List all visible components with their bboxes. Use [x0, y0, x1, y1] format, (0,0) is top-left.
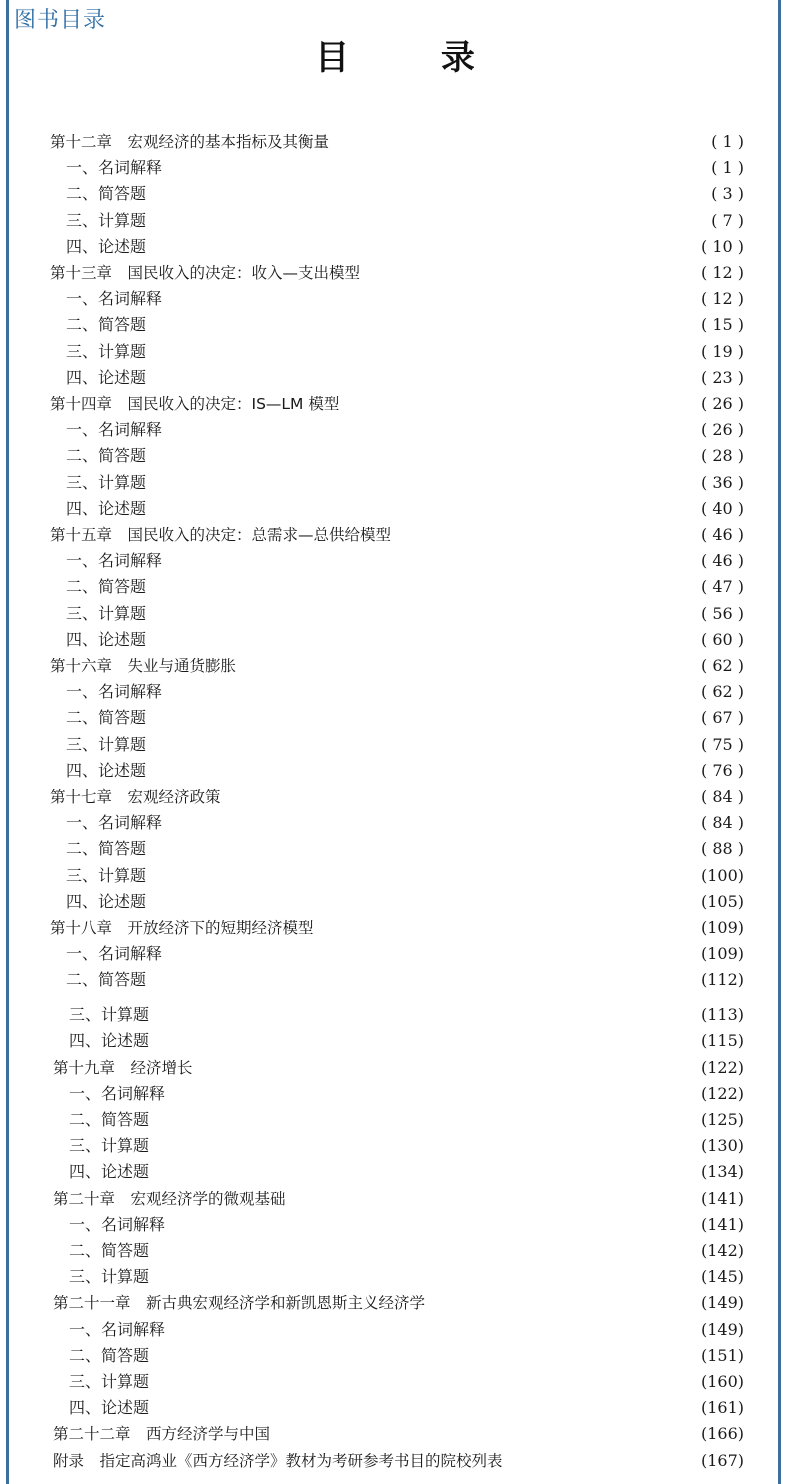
toc-page-number: (130) [700, 1136, 744, 1156]
toc-section-row[interactable] [0, 679, 790, 705]
toc-section-row[interactable] [0, 1395, 790, 1421]
dot-leader [163, 1343, 686, 1369]
toc-page-number: ( 12 ) [700, 263, 744, 282]
toc-section-row[interactable] [0, 1369, 790, 1395]
toc-page-number: (141) [700, 1188, 744, 1208]
toc-section-row[interactable] [0, 339, 790, 365]
toc-entry-label: 第十七章 宏观经济政策 [50, 788, 221, 806]
toc-entry-label: 三、计算题 [69, 1005, 150, 1025]
toc-entry-label: 四、论述题 [66, 236, 147, 256]
dot-leader [176, 941, 686, 967]
dot-leader [163, 1238, 686, 1264]
toc-entry-label: 一、名词解释 [66, 944, 163, 964]
page-title: 目 录 [315, 38, 515, 78]
toc-page-number: ( 47 ) [700, 577, 744, 597]
toc-page-number: ( 60 ) [700, 629, 744, 649]
toc-entry-label: 二、简答题 [69, 1110, 150, 1129]
toc-page-number: (105) [700, 891, 744, 911]
toc-entry-label: 一、名词解释 [66, 289, 163, 309]
toc-entry-label: 二、简答题 [66, 315, 147, 335]
dot-leader [176, 286, 686, 312]
toc-entry-label: 三、计算题 [66, 734, 147, 754]
toc-page-number: (142) [700, 1241, 744, 1260]
toc-page-number: ( 3 ) [711, 184, 744, 204]
toc-section-row[interactable] [0, 1343, 790, 1369]
toc-chapter-row[interactable] [0, 915, 790, 941]
toc-section-row[interactable] [0, 1159, 790, 1185]
toc-page-number: (125) [700, 1110, 744, 1129]
dot-leader [179, 1212, 686, 1238]
toc-section-row[interactable] [0, 312, 790, 338]
dot-leader [163, 1002, 686, 1028]
toc-page-number: ( 88 ) [700, 839, 744, 859]
toc-page-number: ( 12 ) [700, 289, 744, 309]
dot-leader [163, 1107, 686, 1133]
toc-entry-label: 四、论述题 [66, 498, 147, 518]
dot-leader [439, 1290, 686, 1316]
toc-entry-label: 一、名词解释 [69, 1083, 166, 1103]
toc-chapter-row[interactable] [0, 522, 790, 548]
toc-page-number: ( 62 ) [700, 656, 744, 675]
dot-leader [163, 1028, 686, 1054]
toc-page-number: ( 62 ) [700, 682, 744, 702]
toc-entry-label: 二、简答题 [66, 577, 147, 597]
toc-page-number: ( 28 ) [700, 446, 744, 466]
toc-page-number: ( 36 ) [700, 472, 744, 492]
dot-leader [405, 522, 686, 548]
toc-page-number: ( 1 ) [711, 158, 744, 178]
toc-page-number: ( 67 ) [700, 708, 744, 728]
dot-leader [160, 208, 686, 234]
toc-section-row[interactable] [0, 443, 790, 469]
toc-entry-label: 第二十二章 西方经济学与中国 [53, 1425, 271, 1444]
toc-page-number: ( 1 ) [711, 132, 744, 151]
dot-leader [353, 391, 686, 417]
dot-leader [163, 1159, 686, 1185]
toc-page-number: (115) [700, 1031, 744, 1051]
toc-page-number: (113) [700, 1005, 744, 1025]
dot-leader [250, 653, 686, 679]
toc-entry-label: 二、简答题 [66, 708, 147, 728]
toc-section-row[interactable] [0, 365, 790, 391]
toc-page-number: ( 84 ) [700, 787, 744, 806]
dot-leader [235, 784, 686, 810]
toc-section-row[interactable] [0, 208, 790, 234]
toc-section-row[interactable] [0, 732, 790, 758]
toc-entry-label: 一、名词解释 [69, 1214, 166, 1234]
toc-chapter-row[interactable] [0, 653, 790, 679]
toc-page-number: ( 46 ) [700, 551, 744, 571]
toc-page-number: (109) [700, 944, 744, 964]
toc-page-number: (141) [700, 1214, 744, 1234]
toc-section-row[interactable] [0, 1317, 790, 1343]
toc-entry-label: 二、简答题 [66, 446, 147, 466]
toc-entry-label: 三、计算题 [66, 865, 147, 885]
toc-chapter-row[interactable] [0, 260, 790, 286]
toc-entry-label: 一、名词解释 [66, 420, 163, 440]
toc-section-row[interactable] [0, 863, 790, 889]
toc-page-number: ( 19 ) [700, 341, 744, 361]
toc-page-number: (167) [700, 1450, 744, 1470]
toc-page-number: (149) [700, 1319, 744, 1339]
dot-leader [176, 548, 686, 574]
toc-page-number: (112) [700, 970, 744, 990]
toc-entry-label: 二、简答题 [69, 1241, 150, 1260]
dot-leader [160, 574, 686, 600]
dot-leader [160, 496, 686, 522]
toc-entry-label: 附录 指定高鸿业《西方经济学》教材为考研参考书目的院校列表 [53, 1451, 503, 1470]
toc-entry-label: 四、论述题 [69, 1398, 150, 1418]
toc-section-row[interactable] [0, 1133, 790, 1159]
toc-section-row[interactable] [0, 1002, 790, 1028]
toc-page-number: ( 84 ) [700, 813, 744, 833]
toc-entry-label: 四、论述题 [66, 629, 147, 649]
toc-section-row[interactable] [0, 705, 790, 731]
toc-section-row[interactable] [0, 601, 790, 627]
toc-page-number: ( 15 ) [700, 315, 744, 335]
toc-entry-label: 第十九章 经济增长 [53, 1058, 193, 1077]
toc-entry-label: 三、计算题 [66, 210, 147, 230]
toc-page-number: (149) [700, 1293, 744, 1313]
dot-leader [284, 1421, 686, 1447]
toc-chapter-row[interactable] [0, 784, 790, 810]
toc-page-number: (122) [700, 1083, 744, 1103]
dot-leader [160, 339, 686, 365]
dot-leader [160, 836, 686, 862]
toc-page-number: ( 40 ) [700, 498, 744, 518]
dot-leader [179, 1081, 686, 1107]
toc-page-number: ( 75 ) [700, 734, 744, 754]
toc-section-row[interactable] [0, 1264, 790, 1290]
toc-section-row[interactable] [0, 286, 790, 312]
dot-leader [160, 732, 686, 758]
toc-page-number: (160) [700, 1372, 744, 1391]
dot-leader [160, 601, 686, 627]
toc-section-row[interactable] [0, 548, 790, 574]
dot-leader [374, 260, 686, 286]
toc-chapter-row[interactable] [0, 1448, 790, 1474]
toc-page-number: ( 23 ) [700, 367, 744, 387]
toc-entry-label: 一、名词解释 [66, 682, 163, 702]
dot-leader [179, 1317, 686, 1343]
toc-section-row[interactable] [0, 627, 790, 653]
toc-entry-label: 二、简答题 [66, 184, 147, 204]
dot-leader [160, 889, 686, 915]
dot-leader [160, 758, 686, 784]
dot-leader [163, 1369, 686, 1395]
toc-section-row[interactable] [0, 470, 790, 496]
toc-section-row[interactable] [0, 758, 790, 784]
toc-section-row[interactable] [0, 155, 790, 181]
toc-entry-label: 一、名词解释 [66, 551, 163, 571]
toc-chapter-row[interactable] [0, 1421, 790, 1447]
toc-entry-label: 三、计算题 [69, 1136, 150, 1156]
section-header-label: 图书目录 [14, 8, 107, 33]
toc-page-number: ( 76 ) [700, 760, 744, 780]
dot-leader [176, 810, 686, 836]
toc-entry-label: 一、名词解释 [66, 158, 163, 178]
toc-section-row[interactable] [0, 810, 790, 836]
toc-entry-label: 三、计算题 [66, 341, 147, 361]
toc-entry-label: 四、论述题 [66, 367, 147, 387]
toc-section-row[interactable] [0, 181, 790, 207]
dot-leader [160, 627, 686, 653]
dot-leader [160, 234, 686, 260]
toc-section-row[interactable] [0, 941, 790, 967]
toc-entry-label: 第十五章 国民收入的决定：总需求—总供给模型 [50, 526, 392, 544]
toc-entry-label: 第二十一章 新古典宏观经济学和新凯恩斯主义经济学 [53, 1294, 426, 1313]
toc-page-number: ( 26 ) [700, 394, 744, 413]
toc-chapter-row[interactable] [0, 1186, 790, 1212]
toc-entry-label: 四、论述题 [66, 760, 147, 780]
dot-leader [207, 1055, 686, 1081]
dot-leader [163, 1395, 686, 1421]
toc-entry-label: 三、计算题 [66, 603, 147, 623]
toc-entry-label: 第二十章 宏观经济学的微观基础 [53, 1189, 286, 1208]
toc-entry-label: 三、计算题 [66, 472, 147, 492]
toc-section-row[interactable] [0, 496, 790, 522]
toc-chapter-row[interactable] [0, 1055, 790, 1081]
toc-page-number: ( 56 ) [700, 603, 744, 623]
toc-section-row[interactable] [0, 1107, 790, 1133]
toc-chapter-row[interactable] [0, 1290, 790, 1316]
toc-page-number: (161) [700, 1398, 744, 1418]
toc-page-number: (151) [700, 1345, 744, 1365]
toc-page-number: ( 7 ) [711, 210, 744, 230]
toc-entry-label: 第十三章 国民收入的决定：收入—支出模型 [50, 264, 361, 282]
dot-leader [163, 1133, 686, 1159]
toc-entry-label: 第十四章 国民收入的决定：IS—LM 模型 [50, 395, 340, 413]
toc-entry-label: 四、论述题 [69, 1162, 150, 1182]
toc-section-row[interactable] [0, 836, 790, 862]
toc-entry-label: 第十八章 开放经济下的短期经济模型 [50, 919, 314, 937]
toc-page-number: (100) [700, 865, 744, 885]
toc-entry-label: 一、名词解释 [69, 1319, 166, 1339]
dot-leader [176, 679, 686, 705]
dot-leader [160, 312, 686, 338]
dot-leader [160, 365, 686, 391]
toc-section-row[interactable] [0, 417, 790, 443]
toc-section-row[interactable] [0, 1212, 790, 1238]
dot-leader [176, 155, 686, 181]
toc-chapter-row[interactable] [0, 391, 790, 417]
toc-page-number: (145) [700, 1267, 744, 1287]
toc-page-number: (109) [700, 918, 744, 937]
toc-entry-label: 第十二章 宏观经济的基本指标及其衡量 [50, 133, 330, 151]
toc-section-row[interactable] [0, 234, 790, 260]
dot-leader [160, 863, 686, 889]
toc-section-row[interactable] [0, 967, 790, 993]
dot-leader [176, 417, 686, 443]
toc-page-number: ( 10 ) [700, 236, 744, 256]
dot-leader [160, 705, 686, 731]
dot-leader [160, 967, 686, 993]
toc-page-number: (134) [700, 1162, 744, 1182]
toc-chapter-row[interactable] [0, 129, 790, 155]
toc-entry-label: 第十六章 失业与通货膨胀 [50, 657, 237, 675]
dot-leader [328, 915, 686, 941]
toc-section-row[interactable] [0, 574, 790, 600]
toc-page-number: ( 46 ) [700, 525, 744, 544]
toc-entry-label: 三、计算题 [69, 1372, 150, 1391]
toc-entry-label: 四、论述题 [69, 1031, 150, 1051]
toc-entry-label: 三、计算题 [69, 1267, 150, 1287]
toc-entry-label: 二、简答题 [69, 1345, 150, 1365]
dot-leader [517, 1448, 686, 1474]
toc-section-row[interactable] [0, 1238, 790, 1264]
dot-leader [160, 443, 686, 469]
toc-page-number: (166) [700, 1424, 744, 1444]
toc-section-row[interactable] [0, 1081, 790, 1107]
dot-leader [160, 181, 686, 207]
toc-page-number: (122) [700, 1057, 744, 1077]
toc-entry-label: 四、论述题 [66, 891, 147, 911]
toc-entry-label: 二、简答题 [66, 839, 147, 859]
dot-leader [163, 1264, 686, 1290]
dot-leader [300, 1186, 686, 1212]
dot-leader [343, 129, 686, 155]
toc-entry-label: 一、名词解释 [66, 813, 163, 833]
toc-page-number: ( 26 ) [700, 420, 744, 440]
toc-section-row[interactable] [0, 1028, 790, 1054]
toc-section-row[interactable] [0, 889, 790, 915]
toc-entry-label: 二、简答题 [66, 970, 147, 990]
dot-leader [160, 470, 686, 496]
